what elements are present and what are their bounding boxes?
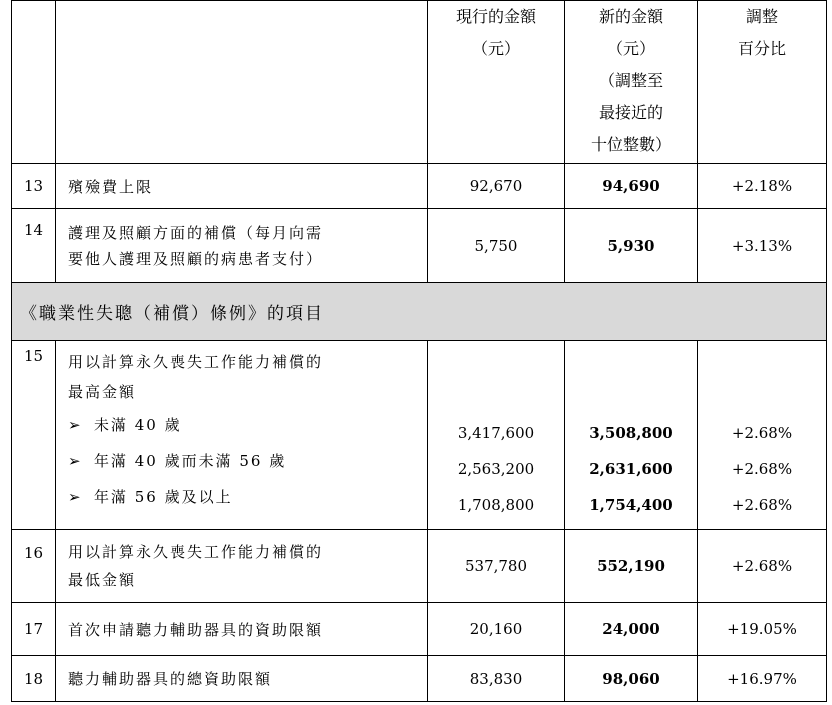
header-adjustment-label: 調整 xyxy=(745,7,778,26)
header-new xyxy=(565,1,698,164)
header-desc-cell xyxy=(56,1,428,164)
row-description-line-1: 用以計算永久喪失工作能力補償的 xyxy=(68,543,324,561)
arrow-bullet-icon: ➢ xyxy=(68,452,83,470)
header-adjustment-unit: 百分比 xyxy=(737,39,786,58)
row-number: 17 xyxy=(12,603,56,656)
table-row-14 xyxy=(12,209,827,283)
arrow-bullet-icon: ➢ xyxy=(68,488,83,506)
sub-item-40-to-56 xyxy=(68,443,427,479)
new-amount: 5,930 xyxy=(565,209,698,283)
row-number: 18 xyxy=(12,656,56,702)
row-number: 13 xyxy=(12,164,56,209)
table-row-18 xyxy=(12,656,827,702)
current-amount: 537,780 xyxy=(428,530,565,603)
adjustment-percent: +2.68% xyxy=(731,460,793,478)
current-amount: 3,417,600 xyxy=(457,424,535,442)
adjustment-percent: +2.68% xyxy=(731,496,793,514)
table-row-13 xyxy=(12,164,827,209)
adjustment-percent: +16.97% xyxy=(698,656,827,702)
adjustment-percent: +2.68% xyxy=(731,424,793,442)
header-no-cell xyxy=(12,1,56,164)
new-amount: 2,631,600 xyxy=(589,460,673,478)
adjustment-percent-group xyxy=(698,341,827,530)
header-new-note-1: （調整至 xyxy=(598,71,663,90)
row-description: 殯殮費上限 xyxy=(56,164,428,209)
sub-item-under-40 xyxy=(68,407,427,443)
current-amount: 20,160 xyxy=(428,603,565,656)
header-row xyxy=(12,1,827,164)
new-amount: 1,754,400 xyxy=(589,496,673,514)
header-adjustment xyxy=(698,1,827,164)
sub-item-label: 未滿 40 歲 xyxy=(94,416,182,434)
header-new-unit: （元） xyxy=(606,39,655,58)
current-amount: 5,750 xyxy=(428,209,565,283)
row-number: 14 xyxy=(12,209,56,283)
row-description: 首次申請聽力輔助器具的資助限額 xyxy=(56,603,428,656)
row-description-line-1: 護理及照顧方面的補償（每月向需 xyxy=(68,223,324,242)
arrow-bullet-icon: ➢ xyxy=(68,416,83,434)
current-amount: 92,670 xyxy=(428,164,565,209)
adjustment-percent: +2.18% xyxy=(698,164,827,209)
table-row-17 xyxy=(12,603,827,656)
row-number: 15 xyxy=(12,341,56,530)
row-description xyxy=(56,530,428,603)
new-amount: 552,190 xyxy=(565,530,698,603)
current-amount: 2,563,200 xyxy=(457,460,535,478)
sub-item-label: 年滿 56 歲及以上 xyxy=(94,488,233,506)
row-description-line-2: 要他人護理及照顧的病患者支付） xyxy=(68,249,324,268)
adjustment-percent: +3.13% xyxy=(698,209,827,283)
section-title: 《職業性失聰（補償）條例》的項目 xyxy=(12,283,827,341)
adjustment-percent: +19.05% xyxy=(698,603,827,656)
new-amount-group xyxy=(565,341,698,530)
header-new-note-2: 最接近的 xyxy=(598,103,663,122)
new-amount: 24,000 xyxy=(565,603,698,656)
header-current-unit: （元） xyxy=(471,39,520,58)
header-current xyxy=(428,1,565,164)
row-description xyxy=(56,341,428,530)
row-description xyxy=(56,209,428,283)
row-description: 聽力輔助器具的總資助限額 xyxy=(56,656,428,702)
current-amount: 83,830 xyxy=(428,656,565,702)
header-new-label: 新的金額 xyxy=(598,7,663,26)
sub-item-label: 年滿 40 歲而未滿 56 歲 xyxy=(94,452,287,470)
new-amount: 3,508,800 xyxy=(589,424,673,442)
row-number: 16 xyxy=(12,530,56,603)
table-row-15 xyxy=(12,341,827,530)
current-amount-group xyxy=(428,341,565,530)
header-new-note-3: 十位整數） xyxy=(590,135,671,154)
compensation-table xyxy=(11,0,827,702)
new-amount: 94,690 xyxy=(565,164,698,209)
sub-item-56-and-above xyxy=(68,479,427,515)
row-description-line-2: 最低金額 xyxy=(68,571,137,589)
adjustment-percent: +2.68% xyxy=(698,530,827,603)
section-header-row xyxy=(12,283,827,341)
row-description-line-2: 最高金額 xyxy=(68,383,137,401)
table-row-16 xyxy=(12,530,827,603)
header-current-label: 現行的金額 xyxy=(455,7,536,26)
row-description-line-1: 用以計算永久喪失工作能力補償的 xyxy=(68,353,324,371)
current-amount: 1,708,800 xyxy=(457,496,535,514)
new-amount: 98,060 xyxy=(565,656,698,702)
